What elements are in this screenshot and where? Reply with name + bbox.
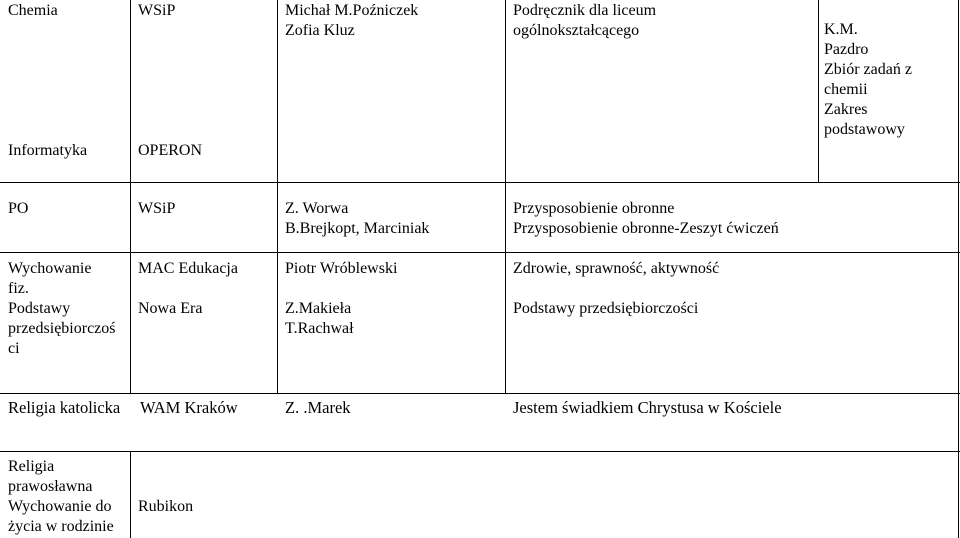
cell-title: Podręcznik dla liceum ogólnokształcącego <box>513 2 657 39</box>
cell-subject: Religia prawosławna Wychowanie do życia w rodzinie <box>8 458 114 535</box>
column-divider <box>505 0 506 393</box>
cell-publisher: Rubikon <box>138 498 194 515</box>
row-divider <box>0 393 960 394</box>
column-divider <box>277 0 278 393</box>
cell-publisher: WSiP <box>138 200 176 217</box>
cell-subject: Religia katolicka <box>8 398 121 417</box>
row-divider <box>0 252 960 253</box>
cell-extra: K.M. Pazdro Zbiór zadań z chemii Zakres podstawowy <box>824 21 912 138</box>
cell-author: Piotr Wróblewski Z.Makieła T.Rachwał <box>285 260 398 337</box>
row-divider <box>0 451 960 452</box>
cell-publisher: WSiP OPERON <box>138 2 203 159</box>
cell-author: Michał M.Poźniczek Zofia Kluz <box>285 2 419 39</box>
cell-publisher: WAM Kraków <box>140 398 238 417</box>
column-divider <box>130 0 131 393</box>
cell-title: Przysposobienie obronne Przysposobienie obronne-Zeszyt ćwiczeń <box>513 200 779 237</box>
column-divider <box>958 0 959 538</box>
cell-author: Z. .Marek <box>285 398 351 417</box>
cell-subject: Chemia Informatyka <box>8 2 88 159</box>
cell-subject: PO <box>8 200 29 217</box>
cell-author: Z. Worwa B.Brejkopt, Marciniak <box>285 200 430 237</box>
column-divider <box>818 0 819 182</box>
cell-title: Zdrowie, sprawność, aktywność Podstawy przedsiębiorczości <box>513 260 720 317</box>
cell-subject: Wychowanie fiz. Podstawy przedsiębiorczoś ci <box>8 260 116 357</box>
cell-title: Jestem świadkiem Chrystusa w Kościele <box>513 398 782 417</box>
row-divider <box>0 182 960 183</box>
cell-publisher: MAC Edukacja Nowa Era <box>138 260 238 317</box>
column-divider <box>130 451 131 538</box>
